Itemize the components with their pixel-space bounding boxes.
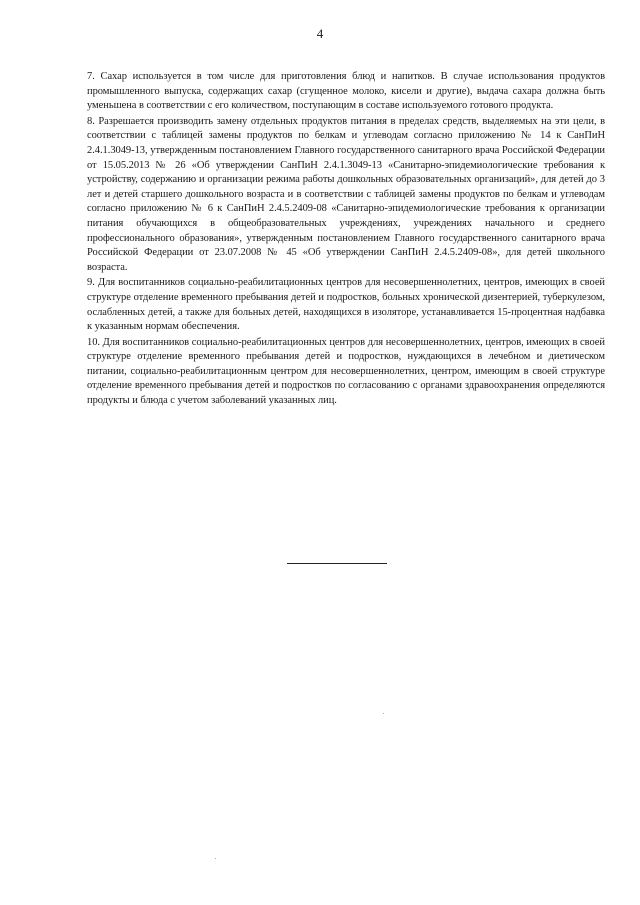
paragraph-10: 10. Для воспитанников социально-реабилитационных центров для несовершеннолетних, центров, имеющих в своей структуре отделение временного пребывания детей и подростков, нуждающихся в лечебном и диетическом питании, социально-реабилитационным центром для несовершеннолетних, центром, имеющим в своей структуре отделение временного пребывания детей и подростков по согласованию с органами здравоохранения определяются продукты и блюда с учетом заболеваний указанных лиц. [87, 336, 605, 407]
paragraph-8: 8. Разрешается производить замену отдельных продуктов питания в пределах средств, выделяемых на эти цели, в соответствии с таблицей замены продуктов по белкам и углеводам согласно приложению № 14 к СанПиН 2.4.1.3049-13, утвержденным постановлением Главного государственного санитарного врача Российской Федерации от 15.05.2013 № 26 «Об утверждении СанПиН 2.4.1.3049-13 «Санитарно-эпидемиологические требования к устройству, содержанию и организации режима работы дошкольных образовательных организаций», для детей до 3 лет и детей старшего дошкольного возраста и в соответствии с таблицей замены продуктов по белкам и углеводам согласно приложению № 6 к СанПиН 2.4.5.2409-08 «Санитарно-эпидемиологические требования к организации питания обучающихся в общеобразовательных учреждениях, учреждениях начального и среднего профессионального образования», утвержденным постановлением Главного государственного санитарного врача Российской Федерации от 23.07.2008 № 45 «Об утверждении СанПиН 2.4.5.2409-08», для детей школьного возраста. [87, 115, 605, 273]
scan-speck [215, 858, 216, 859]
paragraph-9: 9. Для воспитанников социально-реабилитационных центров для несовершеннолетних, центров, имеющих в своей структуре отделение временного пребывания детей и подростков, больных хронической дизентерией, туберкулезом, ослабленных детей, а также для больных детей, находящихся в изоляторе, устанавливается 15-процентная надбавка к указанным нормам обеспечения. [87, 277, 605, 333]
document-body [87, 70, 605, 410]
scan-speck [383, 713, 384, 714]
paragraph-7: 7. Сахар используется в том числе для приготовления блюд и напитков. В случае использования продуктов промышленного выпуска, содержащих сахар (сгущенное молоко, кисели и другие), выдача сахара должна быть уменьшена в соответствии с его количеством, поступающим в составе используемого готового продукта. [87, 71, 605, 112]
end-of-text-rule [287, 563, 387, 564]
page-number: 4 [316, 26, 324, 41]
